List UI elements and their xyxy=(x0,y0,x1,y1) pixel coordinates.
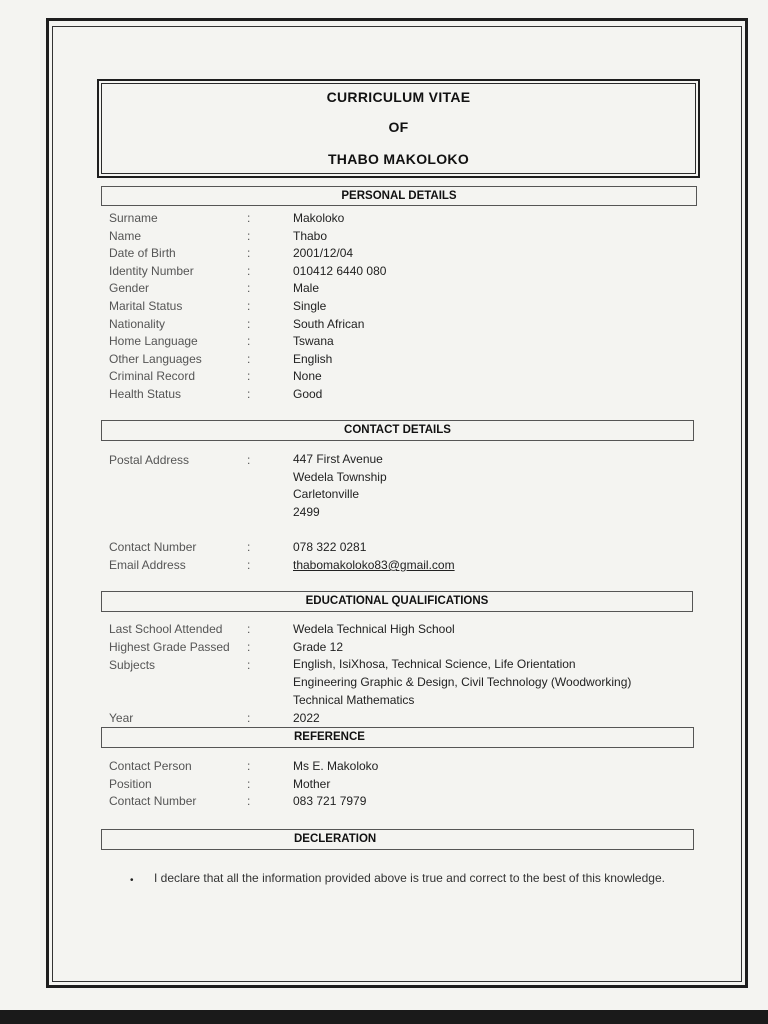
separator: : xyxy=(247,387,251,401)
personal-detail-value: Makoloko xyxy=(293,211,345,225)
separator: : xyxy=(247,334,251,349)
personal-detail-label: Name xyxy=(109,228,142,243)
personal-detail-value: 010412 6440 080 xyxy=(293,263,387,278)
personal-detail-label: Home Language xyxy=(109,334,198,349)
school-row xyxy=(0,622,768,640)
separator: : xyxy=(247,211,251,225)
personal-detail-row xyxy=(0,352,768,370)
separator: : xyxy=(247,316,251,331)
subjects-line-1: English, IsiXhosa, Technical Science, Life Orientation xyxy=(293,657,576,671)
personal-detail-label: Date of Birth xyxy=(109,246,176,261)
personal-detail-label: Gender xyxy=(109,281,150,296)
personal-detail-row xyxy=(0,334,768,352)
personal-detail-row xyxy=(0,264,768,282)
personal-detail-value: None xyxy=(293,369,322,384)
separator: : xyxy=(247,658,251,672)
title-line-1: CURRICULUM VITAE xyxy=(326,89,471,105)
school-value: Wedela Technical High School xyxy=(293,622,455,636)
separator: : xyxy=(247,558,251,572)
contact-details-heading: CONTACT DETAILS xyxy=(101,420,694,441)
separator: : xyxy=(247,711,251,725)
title-line-3: THABO MAKOLOKO xyxy=(327,151,470,167)
title-line-2: OF xyxy=(388,119,409,135)
education-heading: EDUCATIONAL QUALIFICATIONS xyxy=(101,591,693,612)
separator: : xyxy=(247,794,251,809)
scan-edge xyxy=(0,1010,768,1024)
reference-detail-label: Position xyxy=(109,776,152,791)
contact-number-label: Contact Number xyxy=(109,540,197,554)
personal-detail-label: Identity Number xyxy=(109,263,194,278)
email-label: Email Address xyxy=(109,558,186,572)
reference-detail-label: Contact Person xyxy=(109,759,192,773)
reference-detail-row xyxy=(0,759,768,777)
reference-detail-label: Contact Number xyxy=(109,794,197,809)
reference-detail-value: Mother xyxy=(293,776,331,791)
personal-detail-row xyxy=(0,229,768,247)
personal-detail-row xyxy=(0,369,768,387)
separator: : xyxy=(247,640,251,654)
postal-line-2: Wedela Township xyxy=(293,470,387,484)
grade-value: Grade 12 xyxy=(293,640,344,654)
separator: : xyxy=(247,263,251,278)
personal-detail-label: Other Languages xyxy=(109,351,202,366)
separator: : xyxy=(247,540,251,554)
year-value: 2022 xyxy=(293,711,320,725)
separator: : xyxy=(247,351,251,366)
separator: : xyxy=(247,622,251,636)
personal-detail-label: Criminal Record xyxy=(109,369,196,384)
separator: : xyxy=(247,369,251,384)
grade-label: Highest Grade Passed xyxy=(109,640,230,654)
subjects-line-3: Technical Mathematics xyxy=(293,693,415,707)
contact-number-row xyxy=(0,540,768,558)
personal-detail-value: English xyxy=(293,351,333,366)
personal-detail-row xyxy=(0,387,768,405)
personal-detail-row xyxy=(0,299,768,317)
declaration-text: I declare that all the information provided above is true and correct to the best of this knowledge. xyxy=(154,871,665,885)
postal-line-4: 2499 xyxy=(293,505,320,519)
personal-detail-row xyxy=(0,246,768,264)
postal-line-1: 447 First Avenue xyxy=(293,452,383,466)
contact-number-value: 078 322 0281 xyxy=(293,540,367,554)
email-link[interactable]: thabomakoloko83@gmail.com xyxy=(293,558,455,572)
separator: : xyxy=(247,281,251,296)
reference-detail-row xyxy=(0,777,768,795)
grade-row xyxy=(0,640,768,658)
personal-detail-label: Marital Status xyxy=(109,299,183,313)
year-label: Year xyxy=(109,711,134,725)
subjects-label: Subjects xyxy=(109,658,156,672)
personal-detail-value: Tswana xyxy=(293,334,334,349)
personal-details-heading: PERSONAL DETAILS xyxy=(101,186,697,206)
declaration-heading: DECLERATION xyxy=(101,829,694,850)
postal-line-3: Carletonville xyxy=(293,487,360,501)
reference-heading: REFERENCE xyxy=(101,727,694,748)
personal-detail-row xyxy=(0,281,768,299)
separator: : xyxy=(247,776,251,791)
reference-detail-row xyxy=(0,794,768,812)
subjects-line-2: Engineering Graphic & Design, Civil Technology (Woodworking) xyxy=(293,675,632,689)
bullet-icon: • xyxy=(130,875,134,886)
personal-detail-value: South African xyxy=(293,316,365,331)
postal-address-label: Postal Address xyxy=(109,453,190,467)
personal-detail-label: Health Status xyxy=(109,387,182,401)
separator: : xyxy=(247,299,251,313)
personal-detail-row xyxy=(0,211,768,229)
personal-detail-value: Good xyxy=(293,387,323,401)
email-row xyxy=(0,558,768,576)
personal-detail-value: 2001/12/04 xyxy=(293,246,354,261)
separator: : xyxy=(247,453,251,467)
personal-detail-value: Male xyxy=(293,281,320,296)
reference-detail-value: 083 721 7979 xyxy=(293,794,367,809)
separator: : xyxy=(247,759,251,773)
personal-detail-value: Single xyxy=(293,299,327,313)
separator: : xyxy=(247,228,251,243)
title-box xyxy=(97,79,700,178)
school-label: Last School Attended xyxy=(109,622,223,636)
personal-detail-row xyxy=(0,317,768,335)
personal-detail-label: Surname xyxy=(109,211,158,225)
personal-detail-value: Thabo xyxy=(293,228,328,243)
reference-detail-value: Ms E. Makoloko xyxy=(293,759,379,773)
postal-address-row xyxy=(0,453,768,471)
personal-detail-label: Nationality xyxy=(109,316,166,331)
separator: : xyxy=(247,246,251,261)
